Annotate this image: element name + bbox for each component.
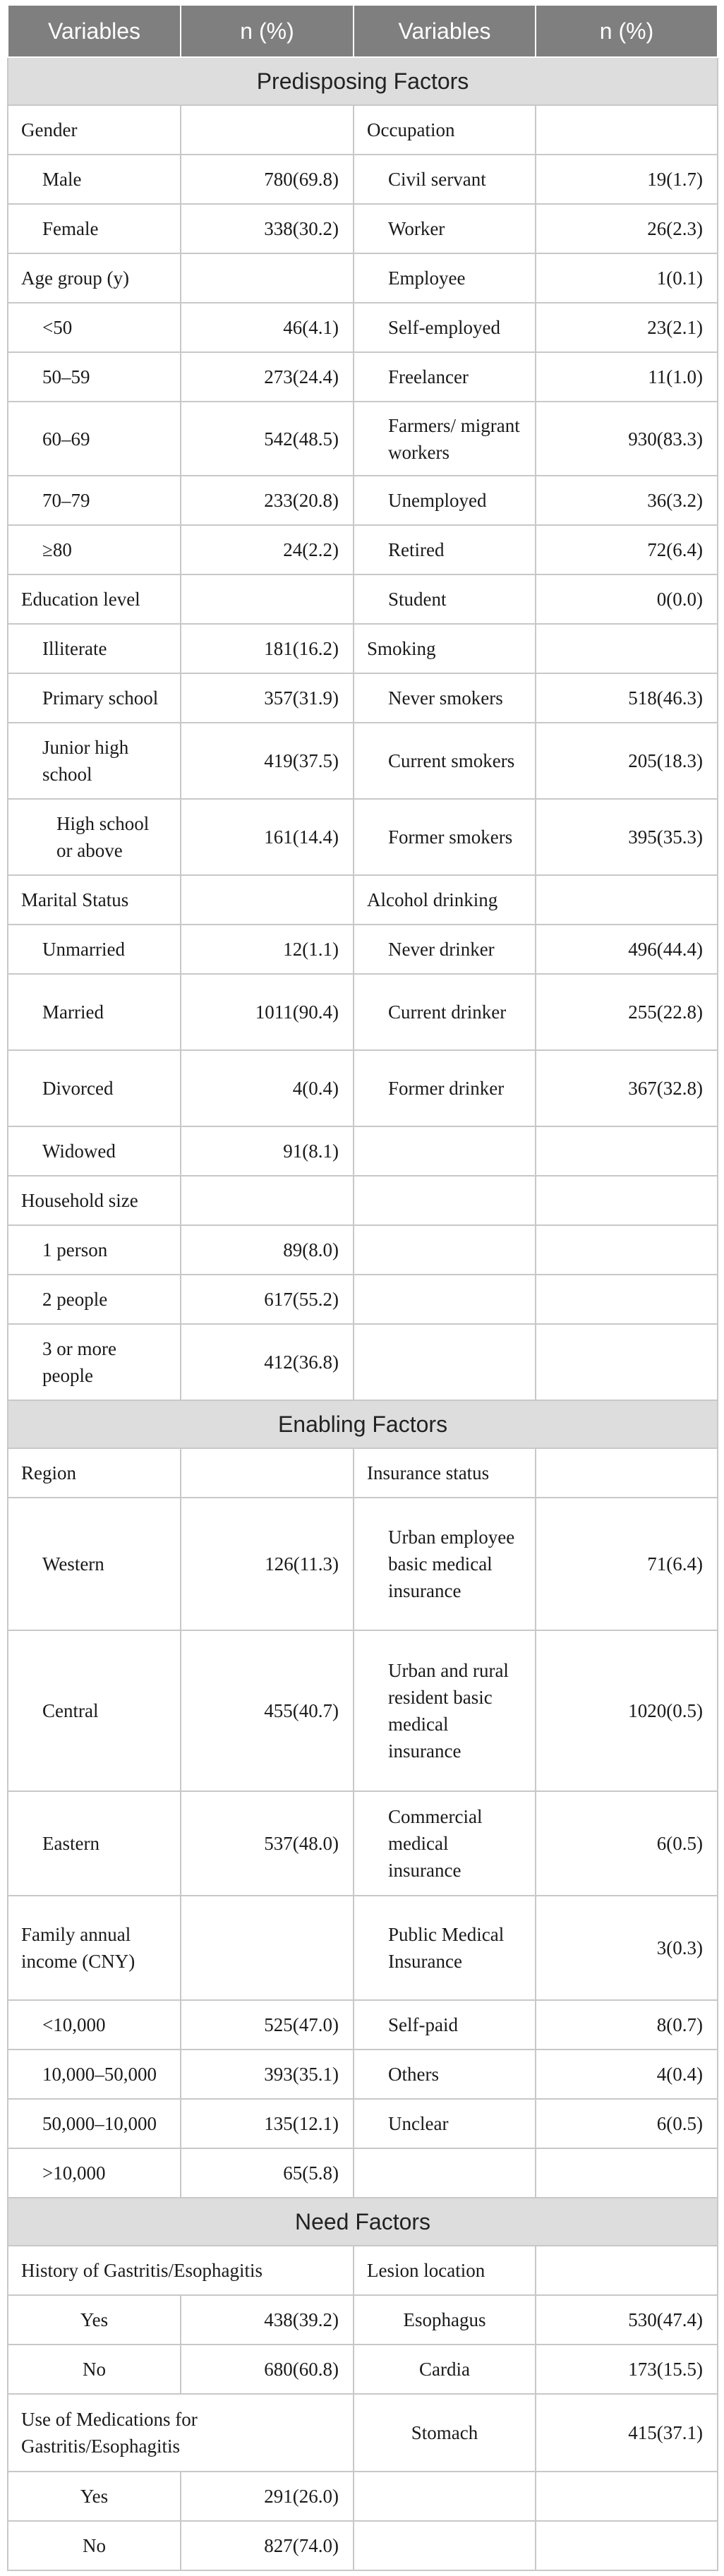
- variable-group: Smoking: [354, 624, 536, 673]
- table-row: [8, 1126, 718, 1176]
- variable-cell: Unclear: [354, 2099, 536, 2148]
- value-cell: 338(30.2): [181, 204, 354, 253]
- table-row: [8, 1275, 718, 1324]
- variable-cell: 50,000–10,000: [8, 2099, 181, 2148]
- table-row: [8, 1896, 718, 2000]
- value-cell: [536, 624, 718, 673]
- variable-cell: >10,000: [8, 2148, 181, 2198]
- table-row: [8, 204, 718, 253]
- value-cell: 525(47.0): [181, 2000, 354, 2050]
- value-cell: [536, 875, 718, 925]
- table-row: [8, 2295, 718, 2345]
- variable-group: Region: [8, 1448, 181, 1498]
- variable-cell: Male: [8, 155, 181, 204]
- variable-group: Gender: [8, 105, 181, 155]
- table-row: [8, 2521, 718, 2570]
- variable-group: Education level: [8, 574, 181, 624]
- value-cell: 233(20.8): [181, 476, 354, 525]
- variable-cell: Commercial medical insurance: [354, 1791, 536, 1896]
- variable-cell: [354, 2148, 536, 2198]
- variable-cell: Esophagus: [354, 2295, 536, 2345]
- table-row: [8, 2394, 718, 2472]
- variable-cell: Female: [8, 204, 181, 253]
- variable-group: Use of Medications for Gastritis/Esophagitis: [8, 2394, 354, 2472]
- variable-group: Lesion location: [354, 2246, 536, 2295]
- value-cell: 46(4.1): [181, 303, 354, 352]
- variable-cell: Former smokers: [354, 799, 536, 875]
- variable-cell: 3 or more people: [8, 1324, 181, 1400]
- value-cell: 71(6.4): [536, 1498, 718, 1630]
- value-cell: [536, 2148, 718, 2198]
- table-row: [8, 799, 718, 875]
- value-cell: 537(48.0): [181, 1791, 354, 1896]
- variable-cell: [354, 1324, 536, 1400]
- table-row: [8, 105, 718, 155]
- value-cell: 72(6.4): [536, 525, 718, 574]
- table-row: [8, 723, 718, 799]
- value-cell: 3(0.3): [536, 1896, 718, 2000]
- variable-cell: <10,000: [8, 2000, 181, 2050]
- variable-cell: Married: [8, 974, 181, 1050]
- value-cell: 161(14.4): [181, 799, 354, 875]
- value-cell: 4(0.4): [536, 2050, 718, 2099]
- value-cell: [181, 1176, 354, 1225]
- variable-cell: 2 people: [8, 1275, 181, 1324]
- table-row: [8, 2050, 718, 2099]
- section-title: Predisposing Factors: [8, 57, 718, 105]
- value-cell: 6(0.5): [536, 1791, 718, 1896]
- variable-cell: Western: [8, 1498, 181, 1630]
- variable-cell: Illiterate: [8, 624, 181, 673]
- table-row: [8, 155, 718, 204]
- value-cell: 395(35.3): [536, 799, 718, 875]
- value-cell: 181(16.2): [181, 624, 354, 673]
- value-cell: [181, 1896, 354, 2000]
- variable-group: Alcohol drinking: [354, 875, 536, 925]
- table-row: [8, 1448, 718, 1498]
- variable-cell: 10,000–50,000: [8, 2050, 181, 2099]
- variable-cell: Central: [8, 1630, 181, 1791]
- table-row: [8, 1225, 718, 1275]
- variable-cell: Student: [354, 574, 536, 624]
- table-row: [8, 2472, 718, 2521]
- variable-cell: Civil servant: [354, 155, 536, 204]
- variable-cell: Self-paid: [354, 2000, 536, 2050]
- value-cell: 438(39.2): [181, 2295, 354, 2345]
- value-cell: 542(48.5): [181, 402, 354, 476]
- value-cell: 393(35.1): [181, 2050, 354, 2099]
- value-cell: 135(12.1): [181, 2099, 354, 2148]
- variable-cell: Never smokers: [354, 673, 536, 723]
- variable-cell: [354, 1176, 536, 1225]
- value-cell: 357(31.9): [181, 673, 354, 723]
- header-variables-left: Variables: [8, 5, 181, 57]
- value-cell: [181, 1448, 354, 1498]
- variable-cell: Stomach: [354, 2394, 536, 2472]
- table-row: [8, 1324, 718, 1400]
- variable-cell: Yes: [8, 2472, 181, 2521]
- variable-cell: High school or above: [8, 799, 181, 875]
- value-cell: 1(0.1): [536, 253, 718, 303]
- table-row: [8, 624, 718, 673]
- header-row: [8, 5, 718, 57]
- value-cell: [181, 105, 354, 155]
- section-predisposing: [8, 57, 718, 105]
- table-row: [8, 2000, 718, 2050]
- value-cell: 19(1.7): [536, 155, 718, 204]
- value-cell: 205(18.3): [536, 723, 718, 799]
- value-cell: 89(8.0): [181, 1225, 354, 1275]
- header-n-percent-right: n (%): [536, 5, 718, 57]
- section-need: [8, 2198, 718, 2246]
- value-cell: 518(46.3): [536, 673, 718, 723]
- value-cell: [536, 1324, 718, 1400]
- variable-cell: Self-employed: [354, 303, 536, 352]
- variable-cell: 60–69: [8, 402, 181, 476]
- table-row: [8, 673, 718, 723]
- value-cell: 496(44.4): [536, 925, 718, 974]
- section-title: Need Factors: [8, 2198, 718, 2246]
- value-cell: 173(15.5): [536, 2345, 718, 2394]
- value-cell: 780(69.8): [181, 155, 354, 204]
- value-cell: [536, 2472, 718, 2521]
- table-row: [8, 574, 718, 624]
- variable-cell: 50–59: [8, 352, 181, 402]
- value-cell: 1011(90.4): [181, 974, 354, 1050]
- table-row: [8, 525, 718, 574]
- table-row: [8, 2246, 718, 2295]
- variable-cell: Junior high school: [8, 723, 181, 799]
- table-row: [8, 1050, 718, 1126]
- variable-cell: Urban and rural resident basic medical insurance: [354, 1630, 536, 1791]
- value-cell: 412(36.8): [181, 1324, 354, 1400]
- header-variables-right: Variables: [354, 5, 536, 57]
- variable-cell: Widowed: [8, 1126, 181, 1176]
- variable-cell: [354, 2521, 536, 2570]
- variable-cell: Eastern: [8, 1791, 181, 1896]
- table-row: [8, 1791, 718, 1896]
- header-n-percent-left: n (%): [181, 5, 354, 57]
- value-cell: 273(24.4): [181, 352, 354, 402]
- table-row: [8, 875, 718, 925]
- table-row: [8, 974, 718, 1050]
- value-cell: 36(3.2): [536, 476, 718, 525]
- value-cell: 24(2.2): [181, 525, 354, 574]
- value-cell: 367(32.8): [536, 1050, 718, 1126]
- value-cell: 617(55.2): [181, 1275, 354, 1324]
- value-cell: [536, 2246, 718, 2295]
- value-cell: [181, 875, 354, 925]
- section-title: Enabling Factors: [8, 1400, 718, 1448]
- variable-cell: Others: [354, 2050, 536, 2099]
- value-cell: 26(2.3): [536, 204, 718, 253]
- variable-cell: Farmers/ migrant workers: [354, 402, 536, 476]
- variable-group: Family annual income (CNY): [8, 1896, 181, 2000]
- variable-group: History of Gastritis/Esophagitis: [8, 2246, 354, 2295]
- value-cell: [536, 1448, 718, 1498]
- variable-cell: Retired: [354, 525, 536, 574]
- value-cell: 930(83.3): [536, 402, 718, 476]
- variable-cell: Current smokers: [354, 723, 536, 799]
- value-cell: 6(0.5): [536, 2099, 718, 2148]
- value-cell: 419(37.5): [181, 723, 354, 799]
- variable-cell: [354, 2472, 536, 2521]
- variable-cell: Freelancer: [354, 352, 536, 402]
- variable-cell: Worker: [354, 204, 536, 253]
- factors-table: [7, 4, 718, 2571]
- value-cell: 126(11.3): [181, 1498, 354, 1630]
- value-cell: 455(40.7): [181, 1630, 354, 1791]
- value-cell: 291(26.0): [181, 2472, 354, 2521]
- variable-cell: No: [8, 2521, 181, 2570]
- value-cell: 680(60.8): [181, 2345, 354, 2394]
- table-row: [8, 402, 718, 476]
- value-cell: 65(5.8): [181, 2148, 354, 2198]
- value-cell: 1020(0.5): [536, 1630, 718, 1791]
- variable-cell: Unemployed: [354, 476, 536, 525]
- variable-group: Marital Status: [8, 875, 181, 925]
- value-cell: 0(0.0): [536, 574, 718, 624]
- table-row: [8, 2099, 718, 2148]
- value-cell: [536, 1275, 718, 1324]
- variable-cell: Primary school: [8, 673, 181, 723]
- variable-group: Occupation: [354, 105, 536, 155]
- variable-cell: No: [8, 2345, 181, 2394]
- variable-cell: [354, 1126, 536, 1176]
- value-cell: 255(22.8): [536, 974, 718, 1050]
- table-row: [8, 1498, 718, 1630]
- variable-cell: [354, 1275, 536, 1324]
- value-cell: 91(8.1): [181, 1126, 354, 1176]
- value-cell: 8(0.7): [536, 2000, 718, 2050]
- value-cell: [536, 1225, 718, 1275]
- table-row: [8, 1630, 718, 1791]
- variable-cell: Public Medical Insurance: [354, 1896, 536, 2000]
- table-row: [8, 2345, 718, 2394]
- table-row: [8, 2148, 718, 2198]
- table-row: [8, 253, 718, 303]
- value-cell: 4(0.4): [181, 1050, 354, 1126]
- variable-group: Insurance status: [354, 1448, 536, 1498]
- value-cell: [181, 253, 354, 303]
- table-row: [8, 352, 718, 402]
- value-cell: 415(37.1): [536, 2394, 718, 2472]
- variable-cell: Unmarried: [8, 925, 181, 974]
- variable-cell: Yes: [8, 2295, 181, 2345]
- value-cell: [536, 2521, 718, 2570]
- variable-group: Age group (y): [8, 253, 181, 303]
- value-cell: [536, 1126, 718, 1176]
- variable-cell: Divorced: [8, 1050, 181, 1126]
- table-row: [8, 476, 718, 525]
- value-cell: [536, 105, 718, 155]
- value-cell: 12(1.1): [181, 925, 354, 974]
- value-cell: [181, 574, 354, 624]
- value-cell: [536, 1176, 718, 1225]
- table-row: [8, 303, 718, 352]
- table-row: [8, 925, 718, 974]
- variable-cell: Cardia: [354, 2345, 536, 2394]
- value-cell: 827(74.0): [181, 2521, 354, 2570]
- variable-cell: [354, 1225, 536, 1275]
- value-cell: 11(1.0): [536, 352, 718, 402]
- variable-group: Household size: [8, 1176, 181, 1225]
- variable-cell: Employee: [354, 253, 536, 303]
- value-cell: 23(2.1): [536, 303, 718, 352]
- table-row: [8, 1176, 718, 1225]
- value-cell: 530(47.4): [536, 2295, 718, 2345]
- variable-cell: Current drinker: [354, 974, 536, 1050]
- variable-cell: <50: [8, 303, 181, 352]
- variable-cell: Never drinker: [354, 925, 536, 974]
- variable-cell: ≥80: [8, 525, 181, 574]
- variable-cell: 70–79: [8, 476, 181, 525]
- variable-cell: 1 person: [8, 1225, 181, 1275]
- section-enabling: [8, 1400, 718, 1448]
- variable-cell: Former drinker: [354, 1050, 536, 1126]
- variable-cell: Urban employee basic medical insurance: [354, 1498, 536, 1630]
